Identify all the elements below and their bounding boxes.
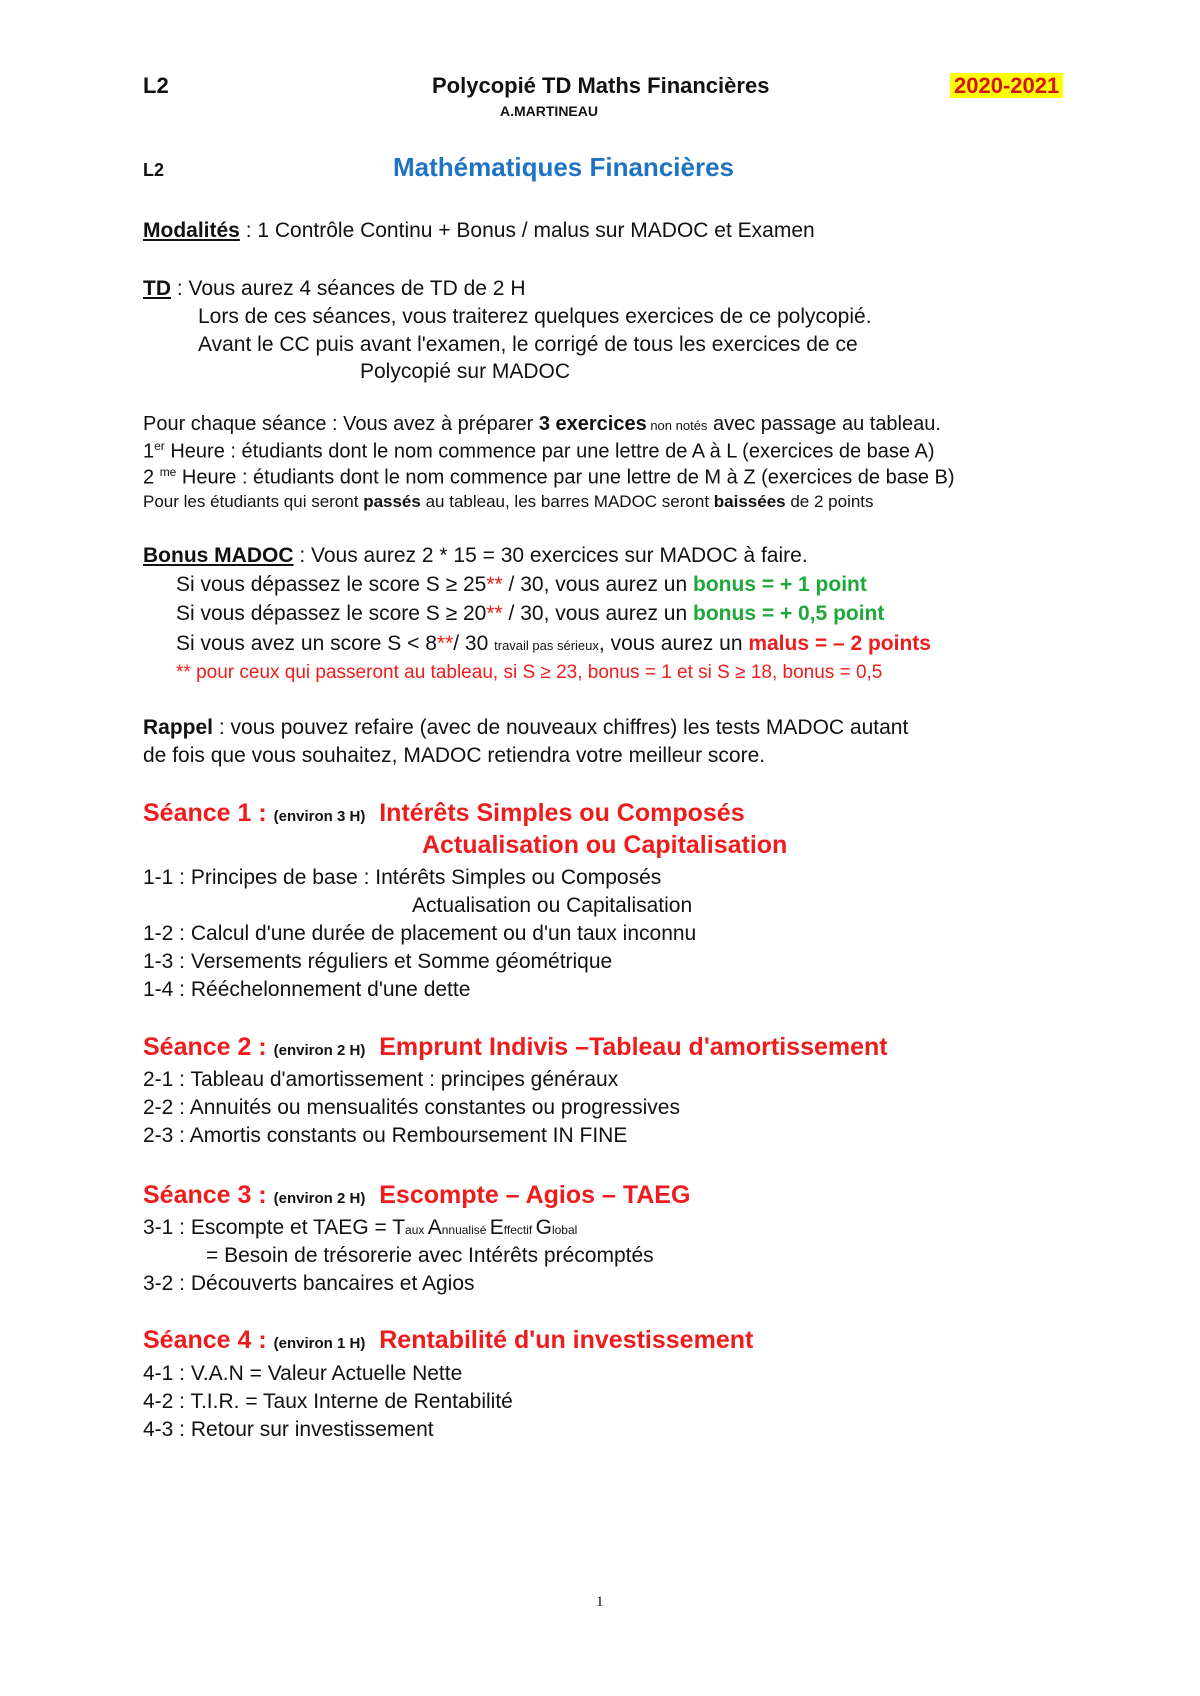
bonus-line-2 [176,602,884,626]
seance-3-label: Séance 3 : [143,1181,274,1209]
taeg-word: aux [405,1223,428,1237]
rappel-label: Rappel [143,716,214,739]
header-author: A.MARTINEAU [500,103,598,119]
taeg-word: nnualisé [441,1223,490,1237]
header-year [950,73,1063,99]
seance-2-label: Séance 2 : [143,1033,274,1061]
taeg-letter: A [427,1216,442,1239]
bonus-l2-star: ** [486,602,503,625]
seance-1-item: Actualisation ou Capitalisation [412,894,693,917]
seance-1-item: 1-1 : Principes de base : Intérêts Simples ou Composés [143,866,662,889]
bonus-l2-a: Si vous dépassez le score S ≥ 20 [176,602,487,625]
prep-hour2-sup: me [159,465,177,479]
bonus-l2-value: bonus = + 0,5 point [693,602,885,625]
seance-3-item-1 [143,1216,577,1240]
bonus-l3-malus: malus = – 2 points [748,632,931,655]
prep-hour2-text: Heure : étudiants dont le nom commence par une lettre de M à Z (exercices de base B) [176,466,955,489]
bonus-l1-a: Si vous dépassez le score S ≥ 25 [176,573,487,596]
td-line-2: Lors de ces séances, vous traiterez quelques exercices de ce polycopié. [198,305,872,328]
td-line-4: Polycopié sur MADOC [360,360,571,383]
prep-line-4 [143,492,874,512]
seance-1-item: 1-3 : Versements réguliers et Somme géométrique [143,950,613,973]
bonus-line-3 [176,632,931,656]
seance-4-heading [143,1326,753,1355]
seance-3-item-1-text: 3-1 : Escompte et TAEG = [143,1216,393,1239]
taeg-letter: E [489,1216,504,1239]
prep-note-a: Pour les étudiants qui seront [143,492,364,511]
course-title: Mathématiques Financières [393,152,734,182]
seance-4-title: Rentabilité d'un investissement [379,1326,754,1354]
prep-exercises: 3 exercices [538,413,647,435]
seance-3-heading [143,1181,690,1210]
header-level: L2 [143,73,169,98]
seance-1-item: 1-4 : Rééchelonnement d'une dette [143,978,471,1001]
bonus-intro: : Vous aurez 2 * 15 = 30 exercices sur MADOC à faire. [293,544,808,567]
prep-line-2 [143,439,935,464]
seance-1-label: Séance 1 : [143,799,274,827]
seance-2-item: 2-2 : Annuités ou mensualités constantes ou progressives [143,1096,680,1119]
taeg-letter: T [392,1216,406,1239]
seance-3-item-2: 3-2 : Découverts bancaires et Agios [143,1272,475,1295]
year-highlight: 2020-2021 [950,73,1063,98]
seance-3-duration: (environ 2 H) [273,1190,366,1207]
td-label: TD [143,277,171,300]
course-level: L2 [143,160,165,180]
prep-note-e: de 2 points [785,492,874,511]
modalites-text: : 1 Contrôle Continu + Bonus / malus sur MADOC et Examen [239,219,815,242]
prep-hour2-num: 2 [143,466,160,489]
taeg-letter: G [535,1216,552,1239]
td-text-1: : Vous aurez 4 séances de TD de 2 H [171,277,526,300]
prep-text-end: avec passage au tableau. [707,413,941,435]
prep-not-graded: non notés [646,418,708,433]
prep-note-c: au tableau, les barres MADOC seront [420,492,714,511]
prep-hour-text: Heure : étudiants dont le nom commence par une lettre de A à L (exercices de base A) [164,440,935,463]
td-line-1 [143,277,526,301]
seance-4-duration: (environ 1 H) [273,1335,366,1352]
td-line-3: Avant le CC puis avant l'examen, le corrigé de tous les exercices de ce [198,333,858,356]
taeg-word: lobal [551,1223,578,1237]
seance-3-title: Escompte – Agios – TAEG [379,1181,691,1209]
prep-hour-num: 1 [143,440,155,463]
seance-2-duration: (environ 2 H) [273,1042,366,1059]
seance-2-heading [143,1033,888,1062]
seance-3-item-1-continuation: = Besoin de trésorerie avec Intérêts précomptés [206,1244,654,1267]
seance-2-item: 2-3 : Amortis constants ou Remboursement IN FINE [143,1124,628,1147]
page-number: 1 [596,1594,604,1610]
bonus-intro-line [143,544,808,568]
prep-line-1 [143,413,941,436]
rappel-line-1 [143,716,908,740]
seance-4-item: 4-3 : Retour sur investissement [143,1418,434,1441]
seance-1-item: 1-2 : Calcul d'une durée de placement ou d'un taux inconnu [143,922,697,945]
rappel-text-1: : vous pouvez refaire (avec de nouveaux chiffres) les tests MADOC autant [213,716,909,739]
bonus-l1-value: bonus = + 1 point [693,573,867,596]
prep-note-b: passés [363,492,421,511]
seance-1-duration: (environ 3 H) [273,808,366,825]
prep-text: Pour chaque séance : Vous avez à préparer [143,413,539,435]
prep-note-d: baissées [713,492,786,511]
modalites-line [143,219,815,243]
seance-4-item: 4-2 : T.I.R. = Taux Interne de Rentabilité [143,1390,513,1413]
rappel-line-2: de fois que vous souhaitez, MADOC retiendra votre meilleur score. [143,744,766,767]
taeg-word: ffectif [503,1223,536,1237]
seance-4-label: Séance 4 : [143,1326,274,1354]
seance-4-item: 4-1 : V.A.N = Valeur Actuelle Nette [143,1362,463,1385]
prep-hour-sup: er [154,439,165,453]
bonus-l3-small: travail pas sérieux [494,638,599,653]
bonus-l2-b: / 30, vous aurez un [502,602,694,625]
bonus-note: ** pour ceux qui passeront au tableau, si S ≥ 23, bonus = 1 et si S ≥ 18, bonus = 0,5 [176,662,883,683]
bonus-l1-b: / 30, vous aurez un [502,573,694,596]
modalites-label: Modalités [143,219,240,242]
prep-line-3 [143,465,955,490]
bonus-l1-star: ** [486,573,503,596]
bonus-l3-a: Si vous avez un score S < 8 [176,632,437,655]
seance-2-item: 2-1 : Tableau d'amortissement : principes généraux [143,1068,619,1091]
bonus-line-1 [176,573,867,597]
bonus-l3-b: / 30 [453,632,495,655]
seance-1-title: Intérêts Simples ou Composés [379,799,745,827]
bonus-label: Bonus MADOC [143,544,294,567]
bonus-l3-star: ** [436,632,454,655]
header-title: Polycopié TD Maths Financières [432,73,770,98]
bonus-l3-c: , vous aurez un [598,632,749,655]
seance-1-heading [143,799,745,828]
seance-2-title: Emprunt Indivis –Tableau d'amortissement [379,1033,888,1061]
seance-1-title-2: Actualisation ou Capitalisation [422,831,788,859]
